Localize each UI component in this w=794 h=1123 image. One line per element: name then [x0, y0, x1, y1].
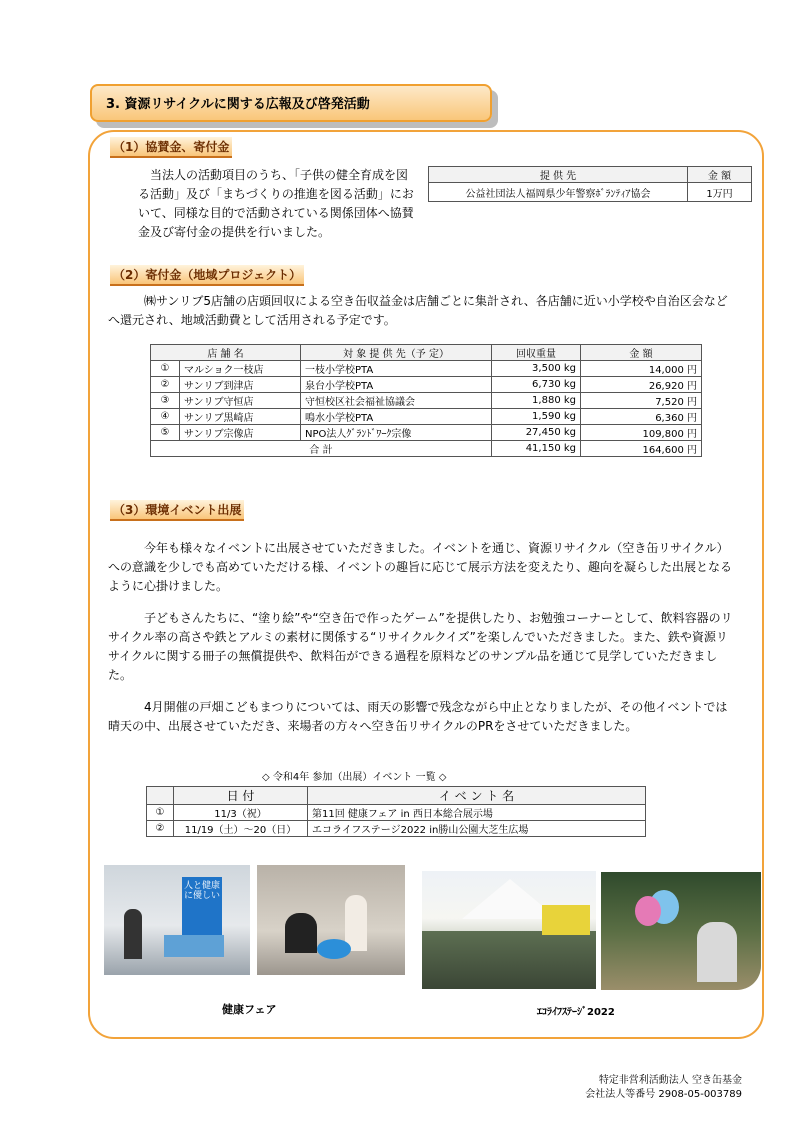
sub3-title: （3）環境イベント出展: [110, 500, 244, 521]
caption-eco-life: ｴｺﾗｲﾌｽﾃｰｼﾞ2022: [537, 1007, 615, 1018]
sub3-para3: 4月開催の戸畑こどもまつりについては、雨天の影響で残念ながら中止となりましたが、その他イベントでは晴天の中、出展させていただき、来場者の方々へ空き缶リサイクルのPRをさせていただきました。: [108, 700, 728, 733]
event-header-date: 日 付: [174, 787, 308, 805]
store-recipient: 鳴水小学校PTA: [301, 409, 492, 425]
table-row: [151, 425, 702, 441]
event-table: [146, 786, 646, 837]
sponsor-amount: 1万円: [688, 183, 752, 202]
sub3-para2: 子どもさんたちに、“塗り絵”や“空き缶で作ったゲーム”を提供したり、お勉強コーナーとして、飲料容器のリサイクル率の高さや鉄とアルミの素材に関係する“リサイクルクイズ”を楽しんでいただきました。また、鉄や資源リサイクルに関する冊子の無償提供や、飲料缶ができる過程を原料などのサンプル品を通じて見学していただきました。: [108, 611, 733, 682]
child-shape: [285, 913, 317, 953]
total-label: 合 計: [151, 441, 492, 457]
row-number: ⑤: [151, 425, 180, 441]
footer-org: 特定非営利活動法人 空き缶基金: [598, 1075, 742, 1086]
store-table: [150, 344, 702, 457]
store-weight: 1,590 kg: [492, 409, 581, 425]
row-number: ④: [151, 409, 180, 425]
store-amount: 6,360 円: [581, 409, 702, 425]
footer-number: 会社法人等番号 2908-05-003789: [585, 1089, 742, 1100]
event-date: 11/3（祝）: [174, 805, 308, 821]
sub1-body: 当法人の活動項目のうち、「子供の健全育成を図る活動」及び「まちづくりの推進を図る活動」において、同様な目的で活動されている関係団体へ協賛金及び寄付金の提供を行いました。: [138, 168, 414, 239]
store-weight: 27,450 kg: [492, 425, 581, 441]
banner-text: 人と健康に優しい: [184, 881, 221, 901]
store-header-amount: 金 額: [581, 345, 702, 361]
sub1-title: （1）協賛金、寄付金: [110, 137, 232, 158]
event-name: 第11回 健康フェア in 西日本総合展示場: [308, 805, 646, 821]
sponsor-recipient: 公益社団法人福岡県少年警察ﾎﾞﾗﾝﾃｨｱ協会: [429, 183, 688, 202]
table-row: [151, 393, 702, 409]
event-name: エコライフステージ2022 in勝山公園大芝生広場: [308, 821, 646, 837]
sub3-para1: 今年も様々なイベントに出展させていただきました。イベントを通じ、資源リサイクル（空き缶リサイクル）への意識を少しでも高めていただける様、イベントの趣旨に応じて展示方法を変えたり、趣向を凝らした出展となるように心掛けました。: [108, 541, 733, 593]
sponsor-header-amount: 金 額: [688, 167, 752, 183]
store-amount: 14,000 円: [581, 361, 702, 377]
store-header-name: 店 舗 名: [151, 345, 301, 361]
photo-eco-life-tent: [422, 871, 596, 989]
section-title: 3. 資源リサイクルに関する広報及び啓発活動: [106, 97, 370, 112]
photo-health-fair-kids: [257, 865, 405, 975]
store-amount: 26,920 円: [581, 377, 702, 393]
event-table-title: ◇ 令和4年 参加（出展）イベント 一覧 ◇: [262, 772, 447, 783]
table-shape: [164, 935, 224, 957]
event-date: 11/19（土）～20（日）: [174, 821, 308, 837]
row-number: ②: [151, 377, 180, 393]
basket-shape: [317, 939, 351, 959]
total-amount: 164,600 円: [581, 441, 702, 457]
store-weight: 1,880 kg: [492, 393, 581, 409]
store-recipient: 守恒校区社会福祉協議会: [301, 393, 492, 409]
store-header-recipient: 対 象 提 供 先（予 定）: [301, 345, 492, 361]
row-number: ①: [151, 361, 180, 377]
crowd-shape: [422, 931, 596, 989]
sub2-title: （2）寄付金（地域プロジェクト）: [110, 265, 304, 286]
store-name: サンリブ宗像店: [180, 425, 301, 441]
event-header-name: イ ベ ン ト 名: [308, 787, 646, 805]
sign-shape: [542, 905, 590, 935]
table-row: [151, 409, 702, 425]
table-row: [151, 361, 702, 377]
table-row: [147, 805, 646, 821]
row-number: ②: [147, 821, 174, 837]
section-header: [90, 84, 492, 122]
photo-health-fair-booth: [104, 865, 250, 975]
sub2-body: ㈱サンリブ5店舗の店頭回収による空き缶収益金は店舗ごとに集計され、各店舗に近い小学校や自治区会などへ還元され、地域活動費として活用される予定です。: [108, 294, 728, 327]
store-name: サンリブ守恒店: [180, 393, 301, 409]
store-amount: 7,520 円: [581, 393, 702, 409]
row-number: ③: [151, 393, 180, 409]
store-weight: 3,500 kg: [492, 361, 581, 377]
store-amount: 109,800 円: [581, 425, 702, 441]
row-number: ①: [147, 805, 174, 821]
store-recipient: 泉台小学校PTA: [301, 377, 492, 393]
footer: [585, 1074, 742, 1102]
total-weight: 41,150 kg: [492, 441, 581, 457]
person-shape: [124, 909, 142, 959]
store-recipient: 一枝小学校PTA: [301, 361, 492, 377]
store-header-weight: 回収重量: [492, 345, 581, 361]
sponsor-header-recipient: 提 供 先: [429, 167, 688, 183]
caption-health-fair: 健康フェア: [222, 1003, 277, 1016]
store-weight: 6,730 kg: [492, 377, 581, 393]
balloon-icon: [635, 896, 661, 926]
total-row: [151, 441, 702, 457]
sponsor-table: [428, 166, 752, 202]
store-name: マルショク一枝店: [180, 361, 301, 377]
store-name: サンリブ到津店: [180, 377, 301, 393]
store-name: サンリブ黒崎店: [180, 409, 301, 425]
person-shape: [697, 922, 737, 982]
table-row: [151, 377, 702, 393]
photo-eco-life-balloons: [601, 872, 761, 990]
table-row: [147, 821, 646, 837]
store-recipient: NPO法人ｸﾞﾗﾝﾄﾞﾜｰｸ宗像: [301, 425, 492, 441]
